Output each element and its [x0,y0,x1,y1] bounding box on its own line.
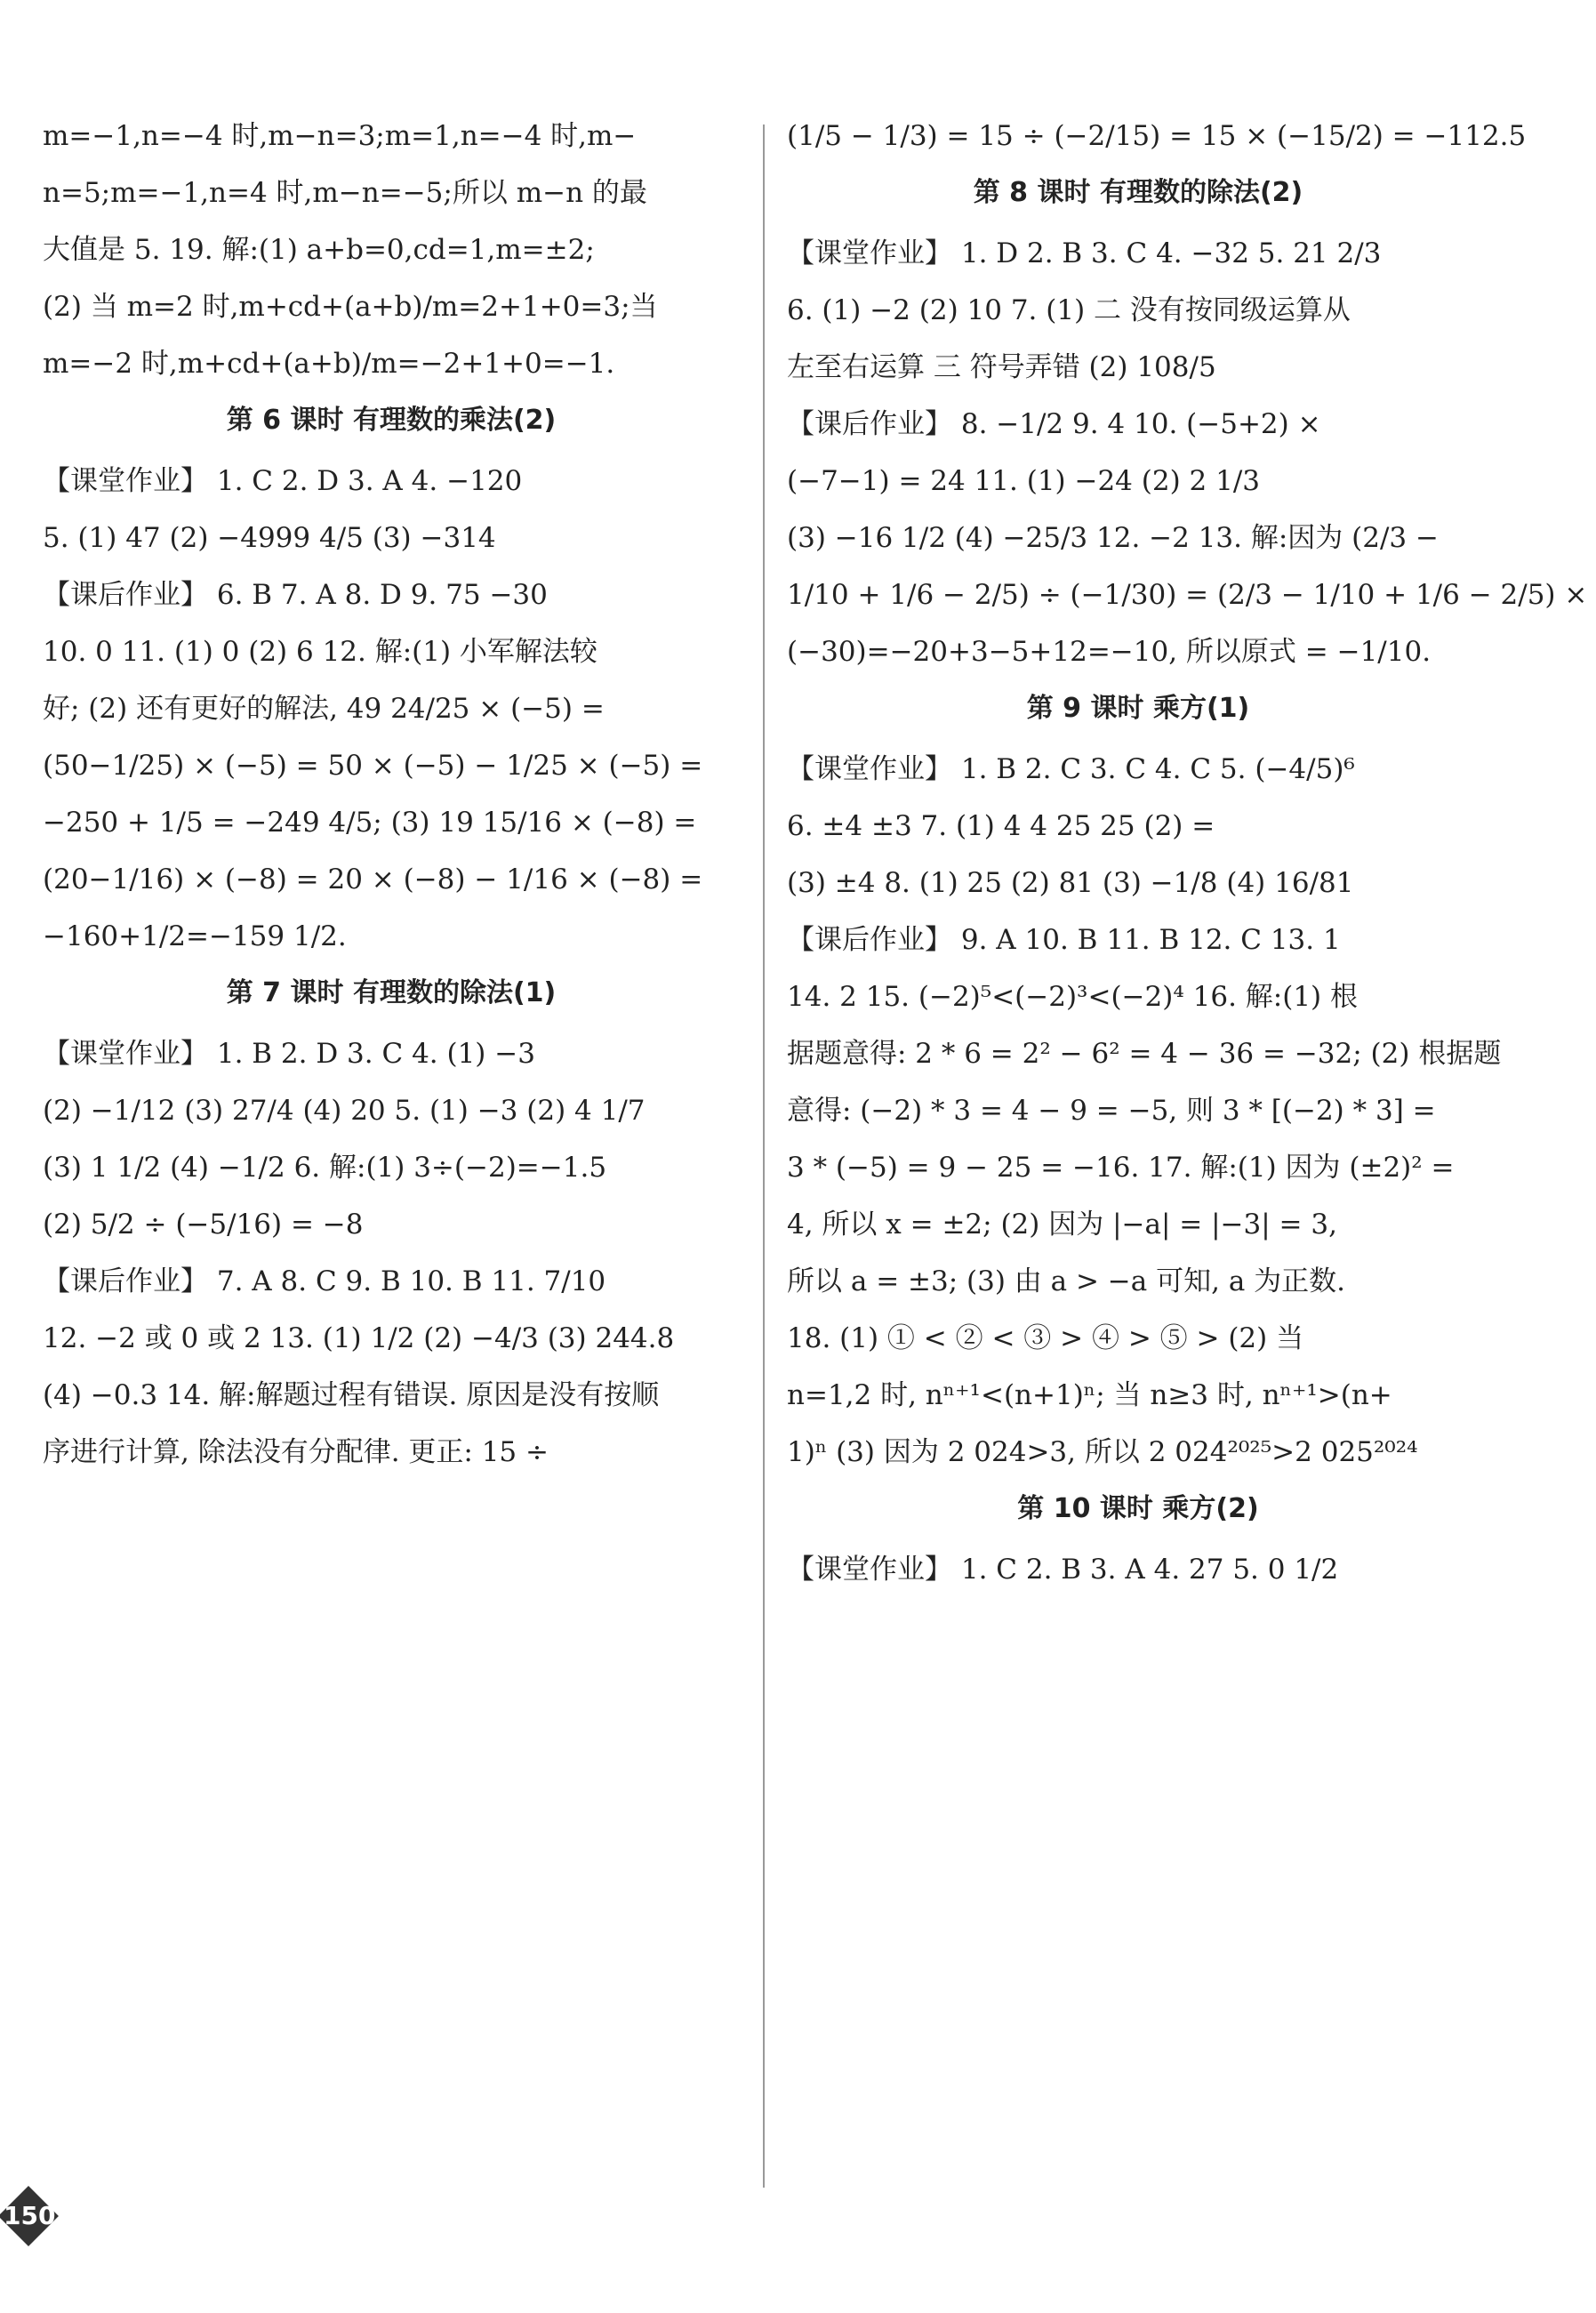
page-number-badge [0,2188,62,2250]
text-line: 【课堂作业】 1. C 2. D 3. A 4. −120 [43,465,523,497]
text-line: (4) −0.3 14. 解:解题过程有错误. 原因是没有按顺 [43,1379,660,1411]
text-line: (2) 当 m=2 时,m+cd+(a+b)/m=2+1+0=3;当 [43,291,658,323]
text-line: n=1,2 时, nⁿ⁺¹<(n+1)ⁿ; 当 n≥3 时, nⁿ⁺¹>(n+ [787,1379,1392,1411]
text-line: (20−1/16) × (−8) = 20 × (−8) − 1/16 × (−8) = [43,863,703,895]
text-line: −160+1/2=−159 1/2. [43,920,347,952]
text-line: 【课后作业】 9. A 10. B 11. B 12. C 13. 1 [787,924,1341,956]
text-line: 6. ±4 ±3 7. (1) 4 4 25 25 (2) = [787,810,1215,842]
text-line: (3) −16 1/2 (4) −25/3 12. −2 13. 解:因为 (2/3 − [787,522,1439,554]
page-number: 150 [4,2201,56,2230]
text-line: 【课后作业】 7. A 8. C 9. B 10. B 11. 7/10 [43,1265,606,1297]
text-line: 据题意得: 2 * 6 = 2² − 6² = 4 − 36 = −32; (2) 根据题 [787,1038,1502,1070]
text-line: (2) −1/12 (3) 27/4 (4) 20 5. (1) −3 (2) 4 1/7 [43,1095,646,1127]
text-line: 4, 所以 x = ±2; (2) 因为 |−a| = |−3| = 3, [787,1209,1337,1241]
column-divider [763,124,765,2188]
text-line: 左至右运算 三 符号弄错 (2) 108/5 [787,351,1216,383]
text-line: n=5;m=−1,n=4 时,m−n=−5;所以 m−n 的最 [43,177,647,209]
text-line: (1/5 − 1/3) = 15 ÷ (−2/15) = 15 × (−15/2) = −112.5 [787,120,1527,152]
text-line: 好; (2) 还有更好的解法, 49 24/25 × (−5) = [43,693,605,725]
section-heading: 第 8 课时 有理数的除法(2) [973,177,1303,208]
text-line: 【课后作业】 6. B 7. A 8. D 9. 75 −30 [43,579,548,611]
text-line: 【课堂作业】 1. C 2. B 3. A 4. 27 5. 0 1/2 [787,1554,1339,1586]
text-line: m=−2 时,m+cd+(a+b)/m=−2+1+0=−1. [43,348,615,380]
text-line: m=−1,n=−4 时,m−n=3;m=1,n=−4 时,m− [43,120,637,152]
text-line: 1)ⁿ (3) 因为 2 024>3, 所以 2 024²⁰²⁵>2 025²⁰²⁴ [787,1436,1418,1468]
text-line: 18. (1) ① < ② < ③ > ④ > ⑤ > (2) 当 [787,1322,1304,1354]
section-heading: 第 7 课时 有理数的除法(1) [226,977,557,1008]
text-line: 【课堂作业】 1. B 2. D 3. C 4. (1) −3 [43,1038,535,1070]
section-heading: 第 6 课时 有理数的乘法(2) [226,405,557,436]
text-line: 3 * (−5) = 9 − 25 = −16. 17. 解:(1) 因为 (±2)² = [787,1152,1455,1184]
text-line: 【课堂作业】 1. B 2. C 3. C 4. C 5. (−4/5)⁶ [787,753,1355,785]
text-line: 12. −2 或 0 或 2 13. (1) 1/2 (2) −4/3 (3) 244.8 [43,1322,675,1354]
text-line: 14. 2 15. (−2)⁵<(−2)³<(−2)⁴ 16. 解:(1) 根 [787,981,1358,1013]
text-line: (3) 1 1/2 (4) −1/2 6. 解:(1) 3÷(−2)=−1.5 [43,1152,607,1184]
text-line: (−7−1) = 24 11. (1) −24 (2) 2 1/3 [787,465,1260,497]
text-line: 意得: (−2) * 3 = 4 − 9 = −5, 则 3 * [(−2) * 3] = [787,1095,1436,1127]
right-column [787,116,1588,1606]
text-line: 大值是 5. 19. 解:(1) a+b=0,cd=1,m=±2; [43,234,595,266]
text-line: −250 + 1/5 = −249 4/5; (3) 19 15/16 × (−8) = [43,807,697,839]
text-line: (−30)=−20+3−5+12=−10, 所以原式 = −1/10. [787,636,1432,668]
text-line: 序进行计算, 除法没有分配律. 更正: 15 ÷ [43,1436,549,1468]
section-heading: 第 10 课时 乘方(2) [1017,1493,1259,1524]
text-line: (2) 5/2 ÷ (−5/16) = −8 [43,1209,364,1241]
section-heading: 第 9 课时 乘方(1) [1026,693,1250,724]
text-line: 所以 a = ±3; (3) 由 a > −a 可知, a 为正数. [787,1265,1346,1297]
text-line: 【课堂作业】 1. D 2. B 3. C 4. −32 5. 21 2/3 [787,237,1382,269]
text-line: 【课后作业】 8. −1/2 9. 4 10. (−5+2) × [787,408,1321,440]
text-line: 6. (1) −2 (2) 10 7. (1) 二 没有按同级运算从 [787,294,1351,326]
text-line: 10. 0 11. (1) 0 (2) 6 12. 解:(1) 小军解法较 [43,636,597,668]
text-line: (50−1/25) × (−5) = 50 × (−5) − 1/25 × (−5) = [43,750,703,782]
text-line: 1/10 + 1/6 − 2/5) ÷ (−1/30) = (2/3 − 1/10 + 1/6 − 2/5) × [787,579,1588,611]
text-line: 5. (1) 47 (2) −4999 4/5 (3) −314 [43,522,496,554]
left-column [43,116,740,1489]
text-line: (3) ±4 8. (1) 25 (2) 81 (3) −1/8 (4) 16/81 [787,867,1354,899]
